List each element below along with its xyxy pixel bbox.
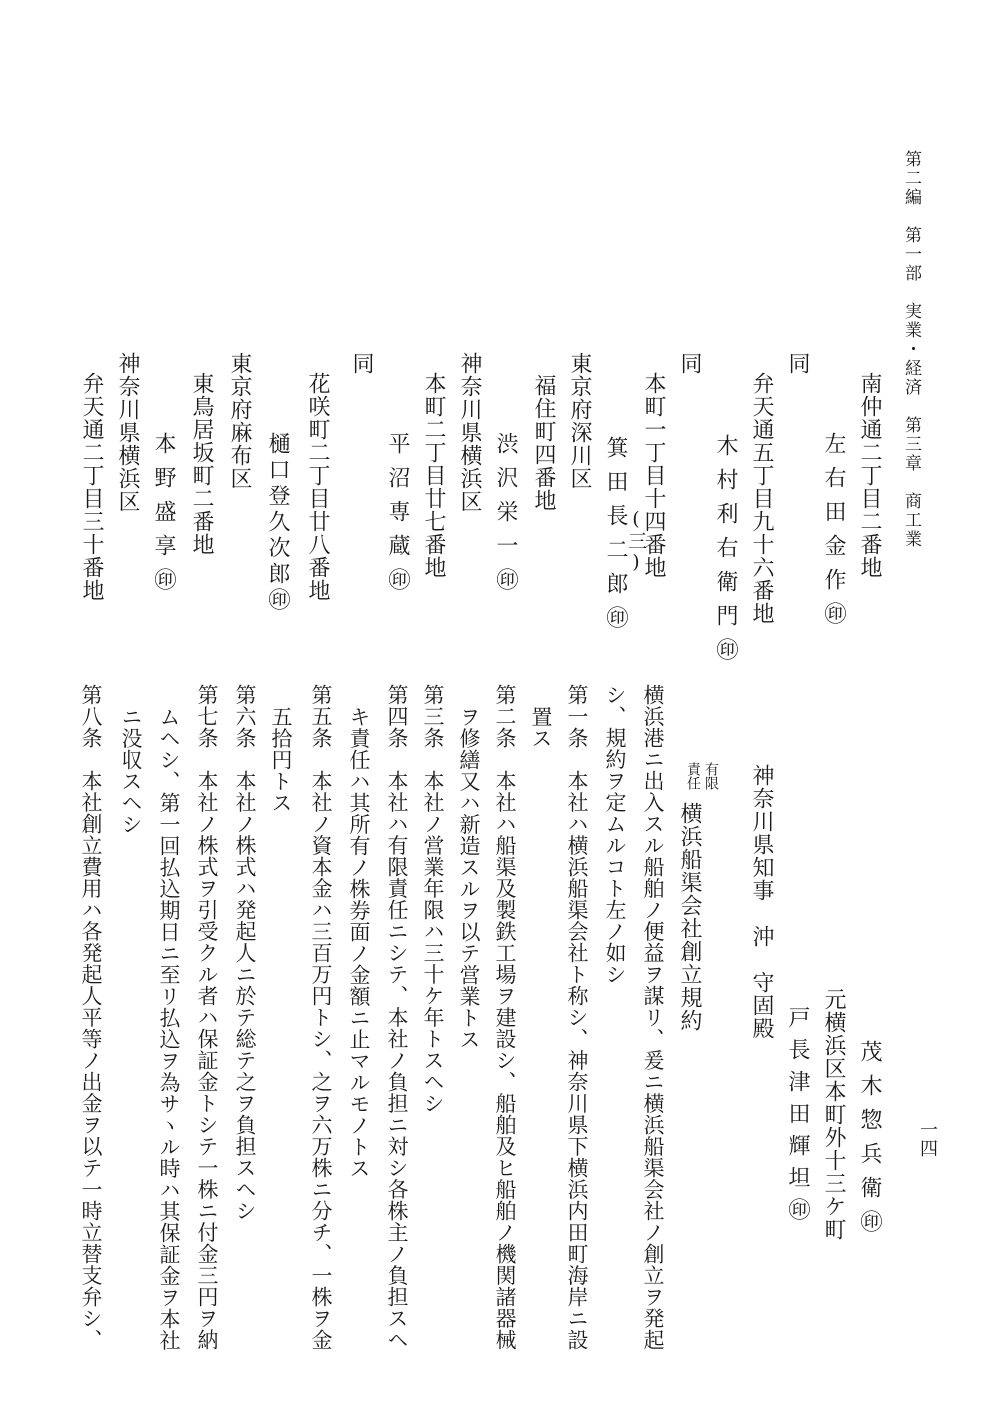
- article-line: 第二条 本社ハ船渠及製鉄工場ヲ建設シ、船舶及ヒ船舶ノ機関諸器械: [493, 684, 517, 1351]
- signatory-name: 渋沢栄一㊞: [493, 432, 518, 602]
- article-line: 第四条 本社ハ有限責任ニシテ、本社ノ負担ニ対シ各株主ノ負担スヘ: [385, 684, 409, 1351]
- signatory-address: 東京府麻布区: [227, 352, 252, 490]
- signatory-address: 本町一丁目十四番地: [641, 372, 666, 579]
- article-line: 第五条 本社ノ資本金ハ三百万円トシ、之ヲ六万株ニ分チ、一株ヲ金: [309, 684, 333, 1351]
- addressee: 神奈川県知事 沖 守固殿: [749, 764, 774, 1040]
- signatory-ditto: 同: [349, 352, 374, 375]
- article-line: 第六条 本社ノ株式ハ発起人ニ於テ総テ之ヲ負担スヘシ: [233, 684, 257, 1222]
- article-line: 第七条 本社ノ株式ヲ引受クル者ハ保証金トシテ一株ニ付金三円ヲ納: [195, 684, 219, 1351]
- signatory-address: 神奈川県横浜区: [457, 352, 482, 513]
- article-line: 置ス: [529, 706, 553, 749]
- signatory-address: 弁天通二丁目三十番地: [79, 372, 104, 602]
- signatory-address: 花咲町二丁目廿八番地: [305, 372, 330, 602]
- article-line: ニ没収スヘシ: [119, 706, 143, 835]
- signatory-address: 神奈川県横浜区: [115, 352, 140, 513]
- preamble-line: シ、規約ヲ定ムルコト左ノ如シ: [603, 684, 627, 985]
- signatory-name: 樋口登久次郎㊞: [265, 432, 290, 614]
- page-number: 一四: [917, 1120, 938, 1158]
- preamble-line: 横浜港ニ出入スル船舶ノ便益ヲ謀リ、爰ニ横浜船渠会社ノ創立ヲ発起: [641, 684, 665, 1351]
- document-title: 横浜船渠会社創立規約: [677, 802, 702, 1032]
- signatory-name: 左右田金作㊞: [821, 432, 846, 636]
- signatory-name: 茂木惣兵衛㊞: [857, 1040, 882, 1244]
- article-line: ムヘシ、第一回払込期日ニ至リ払込ヲ為サヽル時ハ其保証金ヲ本社: [157, 706, 181, 1351]
- article-line: 五拾円トス: [269, 706, 293, 814]
- signatory-name: 箕田長二郎㊞: [603, 436, 628, 640]
- article-line: 第八条 本社創立費用ハ各発起人平等ノ出金ヲ以テ一時立替支弁シ、: [79, 684, 103, 1351]
- signatory-note: (三): [625, 508, 647, 574]
- article-line: 第三条 本社ノ営業年限ハ三十ケ年トスヘシ: [421, 684, 445, 1114]
- signatory-address: 元横浜区本町外十三ケ町: [821, 988, 846, 1241]
- signatory-address: 南仲通二丁目二番地: [857, 372, 882, 579]
- signatory-address: 本町二丁目廿七番地: [421, 372, 446, 579]
- signatory-address: 弁天通五丁目九十六番地: [749, 372, 774, 625]
- signatory-name: 本野盛享㊞: [151, 432, 176, 602]
- signatory-address: 東鳥居坂町二番地: [189, 372, 214, 556]
- article-line: キ責任ハ其所有ノ株券面ノ金額ニ止マルモノトス: [347, 706, 371, 1179]
- signatory-ditto: 同: [785, 352, 810, 375]
- signatory-name: 平沼専蔵㊞: [385, 432, 410, 602]
- article-line: 第一条 本社ハ横浜船渠会社ト称シ、神奈川県下横浜内田町海岸ニ設: [565, 684, 589, 1351]
- signatory-name: 木村利右衛門㊞: [713, 434, 738, 672]
- signatory-address: 福住町四番地: [531, 374, 556, 512]
- signatory-name: 戸長津田輝坦㊞: [785, 1006, 810, 1230]
- article-line: ヲ修繕又ハ新造スルヲ以テ営業トス: [457, 706, 481, 1050]
- signatory-address: 東京府深川区: [567, 352, 592, 490]
- title-prefix-line-1: 有限: [703, 762, 719, 790]
- running-head: 第二編 第一部 実業・経済 第三章 商工業: [901, 150, 921, 549]
- title-prefix-line-2: 責任: [685, 762, 701, 790]
- signatory-ditto: 同: [677, 352, 702, 375]
